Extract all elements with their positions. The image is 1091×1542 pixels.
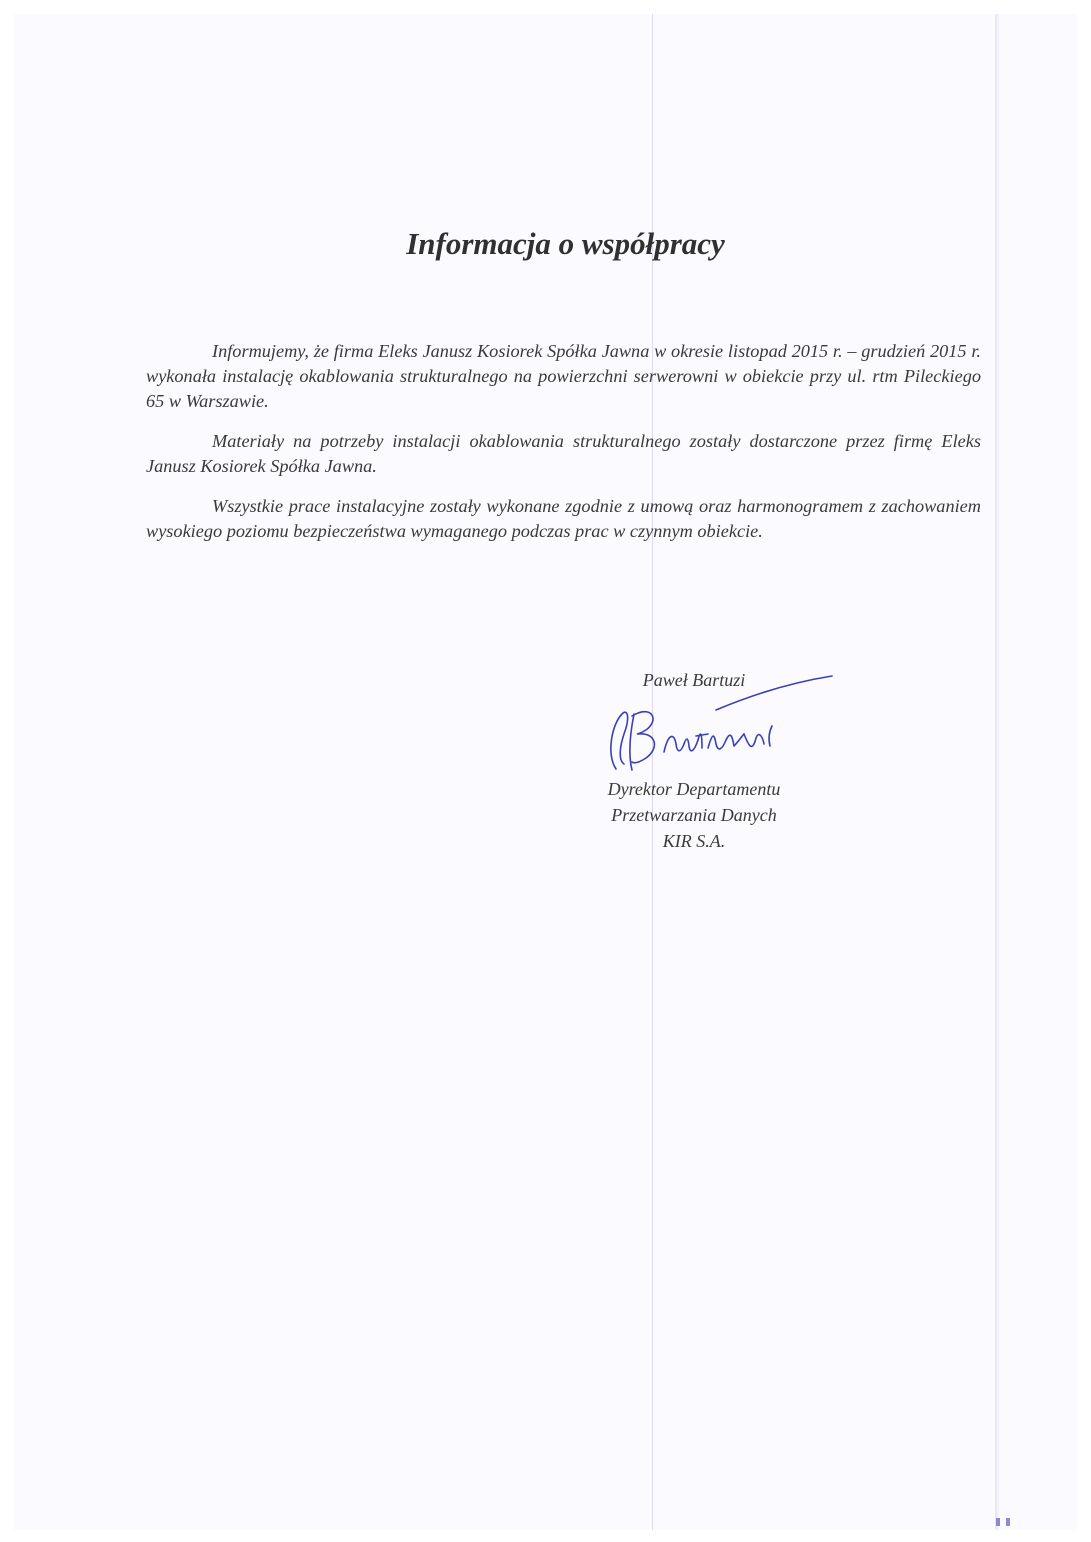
paragraph-1: Informujemy, że firma Eleks Janusz Kosiorek Spółka Jawna w okresie listopad 2015 r. – grudzień 2015 r. wykonała instalację okablowania strukturalnego na powierzchni serwerowni w obiekcie przy ul. rtm Pileckiego 65 w Warszawie. <box>146 341 981 411</box>
paragraph-2: Materiały na potrzeby instalacji okablowania strukturalnego zostały dostarczone przez firmę Eleks Janusz Kosiorek Spółka Jawna. <box>146 431 981 476</box>
edge-mark <box>1006 1518 1010 1526</box>
edge-mark <box>996 1518 1000 1526</box>
signer-titles <box>574 776 814 854</box>
document-title: Informacja o współpracy <box>406 226 725 261</box>
document-body <box>146 339 981 559</box>
paragraph-3: Wszystkie prace instalacyjne zostały wykonane zgodnie z umową oraz harmonogramem z zachowaniem wysokiego poziomu bezpieczeństwa wymaganego podczas prac w czynnym obiekcie. <box>146 496 981 541</box>
signer-organization: KIR S.A. <box>662 831 726 851</box>
document-page <box>14 14 1077 1530</box>
signer-position-line-2: Przetwarzania Danych <box>611 805 777 825</box>
signer-position-line-1: Dyrektor Departamentu <box>607 779 781 799</box>
handwritten-signature <box>594 674 834 774</box>
signer-name: Paweł Bartuzi <box>642 670 746 690</box>
